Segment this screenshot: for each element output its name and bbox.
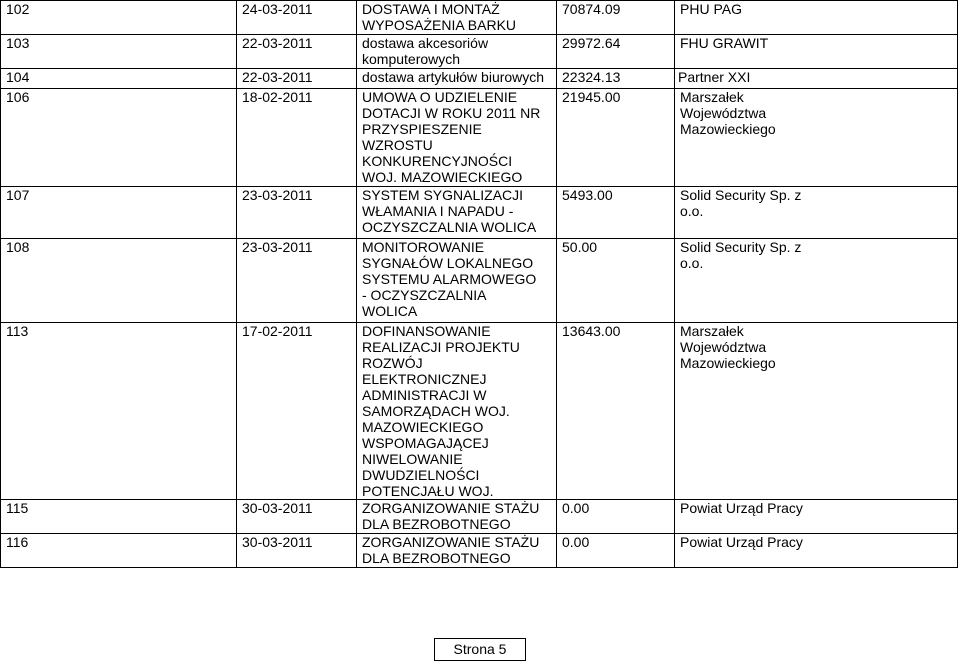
- cell-amount: 21945.00: [557, 89, 675, 187]
- cell-vendor: PHU PAG: [675, 1, 958, 35]
- cell-description: dostawa akcesoriów komputerowych: [357, 35, 557, 69]
- cell-vendor: Partner XXI: [675, 69, 958, 89]
- table-row: [1, 239, 958, 323]
- cell-date: 30-03-2011: [237, 500, 357, 534]
- cell-nr: 115: [1, 500, 237, 534]
- cell-date: 23-03-2011: [237, 239, 357, 323]
- cell-amount: 22324.13: [557, 69, 675, 89]
- cell-date: 22-03-2011: [237, 35, 357, 69]
- table-row: [1, 35, 958, 69]
- cell-date: 18-02-2011: [237, 89, 357, 187]
- page-footer: [0, 638, 960, 662]
- cell-date: 24-03-2011: [237, 1, 357, 35]
- cell-vendor: Solid Security Sp. z o.o.: [675, 239, 958, 323]
- cell-date: 30-03-2011: [237, 534, 357, 568]
- cell-description: dostawa artykułów biurowych: [357, 69, 557, 89]
- cell-description: DOSTAWA I MONTAŻ WYPOSAŻENIA BARKU: [357, 1, 557, 35]
- cell-description: DOFINANSOWANIE REALIZACJI PROJEKTU ROZWÓJ ELEKTRONICZNEJ ADMINISTRACJI W SAMORZĄDACH WOJ. MAZOWIECKIEGO WSPOMAGAJĄCEJ NIWELOWANIE DWUDZIELNOŚCI POTENCJAŁU WOJ.: [357, 323, 557, 500]
- cell-vendor: Powiat Urząd Pracy: [675, 534, 958, 568]
- cell-nr: 103: [1, 35, 237, 69]
- table-row: [1, 1, 958, 35]
- cell-nr: 106: [1, 89, 237, 187]
- cell-amount: 50.00: [557, 239, 675, 323]
- cell-amount: 29972.64: [557, 35, 675, 69]
- cell-description: ZORGANIZOWANIE STAŻU DLA BEZROBOTNEGO: [357, 500, 557, 534]
- cell-nr: 116: [1, 534, 237, 568]
- cell-nr: 113: [1, 323, 237, 500]
- cell-vendor: Solid Security Sp. z o.o.: [675, 187, 958, 239]
- cell-vendor: Powiat Urząd Pracy: [675, 500, 958, 534]
- cell-nr: 104: [1, 69, 237, 89]
- cell-amount: 0.00: [557, 500, 675, 534]
- table-row: [1, 69, 958, 89]
- cell-amount: 0.00: [557, 534, 675, 568]
- table-row: [1, 89, 958, 187]
- cell-vendor: Marszałek Województwa Mazowieckiego: [675, 323, 958, 500]
- cell-date: 17-02-2011: [237, 323, 357, 500]
- table-row: [1, 534, 958, 568]
- cell-date: 23-03-2011: [237, 187, 357, 239]
- cell-description: MONITOROWANIE SYGNAŁÓW LOKALNEGO SYSTEMU ALARMOWEGO - OCZYSZCZALNIA WOLICA: [357, 239, 557, 323]
- page-number: Strona 5: [434, 638, 526, 661]
- cell-description: UMOWA O UDZIELENIE DOTACJI W ROKU 2011 NR PRZYSPIESZENIE WZROSTU KONKURENCYJNOŚCI WOJ. MAZOWIECKIEGO: [357, 89, 557, 187]
- table-row: [1, 500, 958, 534]
- cell-amount: 5493.00: [557, 187, 675, 239]
- cell-amount: 70874.09: [557, 1, 675, 35]
- cell-description: SYSTEM SYGNALIZACJI WŁAMANIA I NAPADU - OCZYSZCZALNIA WOLICA: [357, 187, 557, 239]
- table-row: [1, 323, 958, 500]
- cell-nr: 107: [1, 187, 237, 239]
- cell-nr: 102: [1, 1, 237, 35]
- table-row: [1, 187, 958, 239]
- cell-description: ZORGANIZOWANIE STAŻU DLA BEZROBOTNEGO: [357, 534, 557, 568]
- cell-date: 22-03-2011: [237, 69, 357, 89]
- cell-vendor: Marszałek Województwa Mazowieckiego: [675, 89, 958, 187]
- cell-vendor: FHU GRAWIT: [675, 35, 958, 69]
- cell-nr: 108: [1, 239, 237, 323]
- cell-amount: 13643.00: [557, 323, 675, 500]
